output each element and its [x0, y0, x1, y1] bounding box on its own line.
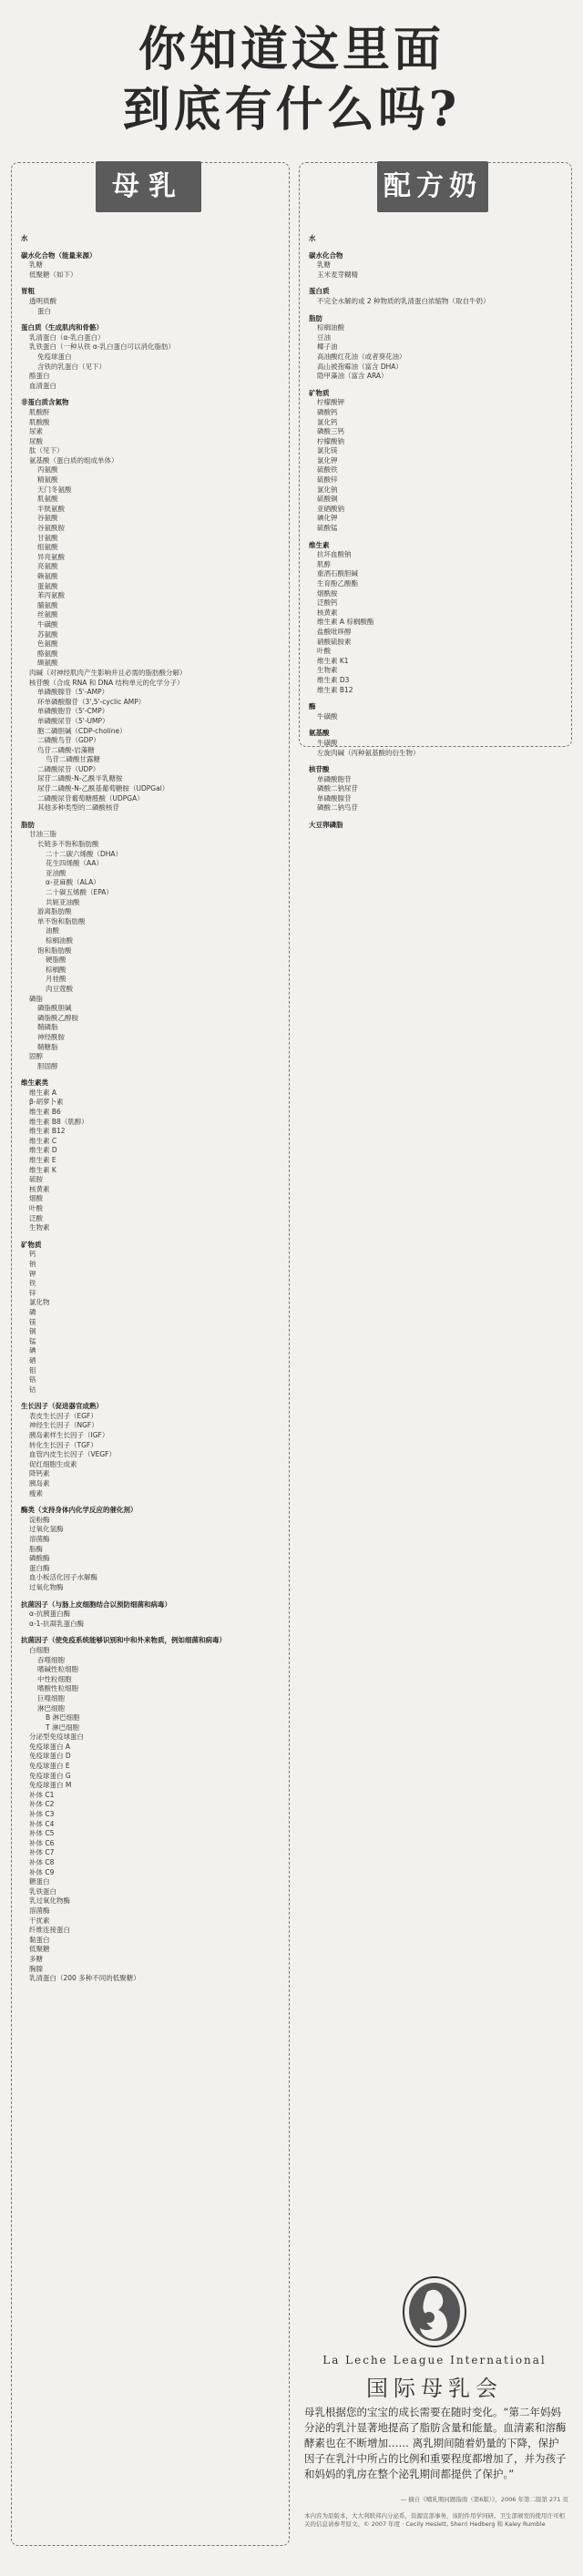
- ingredient-item: 盐酸吡哆醇: [317, 627, 352, 636]
- ingredient-item: 白细胞: [29, 1645, 50, 1654]
- ingredient-item: 硬脂酸: [46, 956, 66, 965]
- ingredient-item: 表皮生长因子（EGF）: [29, 1411, 97, 1420]
- ingredient-item: 单磷酸尿苷（5'-UMP）: [37, 716, 109, 725]
- ingredient-item: 硫酸铁: [317, 465, 338, 475]
- ingredient-item: 核黄素: [317, 608, 338, 617]
- ingredient-item: 钠: [29, 1259, 36, 1268]
- ingredient-item: 维生素 C: [29, 1136, 57, 1145]
- ingredient-item: 天门冬氨酸: [37, 485, 72, 494]
- ingredient-item: 补体 C1: [29, 1790, 55, 1799]
- ingredient-item: 单不饱和脂肪酸: [37, 916, 86, 925]
- ingredient-item: 钾: [29, 1269, 36, 1278]
- ingredient-item: 脂酶: [29, 1544, 43, 1553]
- ingredient-item: 精氨酸: [37, 475, 58, 485]
- ingredient-item: 肉碱（对神经肌肉产生影响并且必需的脂肪酸分解）: [29, 668, 187, 677]
- ingredient-item: 肌氨酸: [37, 495, 58, 504]
- ingredient-item: 氯化钾: [317, 455, 338, 465]
- ingredient-item: 重酒石酸胆碱: [317, 569, 358, 578]
- ingredient-item: 异亮氨酸: [37, 552, 65, 561]
- ingredient-item: 叶酸: [317, 647, 331, 656]
- section-heading: 酶: [309, 702, 316, 711]
- ingredient-item: 镁: [29, 1317, 36, 1326]
- ingredient-item: 干扰素: [29, 1916, 50, 1925]
- ingredient-item: 不完全水解的或 2 种物质的乳清蛋白浓缩物（取自牛奶）: [317, 296, 490, 305]
- ingredient-item: 纤维连接蛋白: [29, 1926, 70, 1935]
- ingredient-item: 淀粉酶: [29, 1515, 50, 1524]
- ingredient-item: 胰岛素: [29, 1479, 50, 1488]
- ingredient-item: 氯化钙: [317, 417, 338, 426]
- ingredient-item: 透明质酸: [29, 296, 56, 305]
- ingredient-item: 核黄素: [29, 1184, 50, 1193]
- page-title: [0, 20, 583, 140]
- ingredient-item: 生物素: [29, 1223, 50, 1232]
- ingredient-item: 分泌型免疫球蛋白: [29, 1733, 84, 1742]
- ingredient-item: 玉米麦芽糊精: [317, 270, 358, 279]
- ingredient-item: 鸟苷二磷酸甘露糖: [46, 755, 100, 764]
- ingredient-item: 补体 C6: [29, 1838, 55, 1847]
- ingredient-item: 氨基酸（蛋白质的组成单体）: [29, 455, 118, 465]
- ingredient-item: 单磷酸腺苷: [317, 793, 352, 802]
- ingredient-item: 亮氨酸: [37, 562, 58, 571]
- ingredient-item: 环单磷酸腺苷（3',5'-cyclic AMP）: [37, 697, 146, 706]
- ingredient-item: 磷: [29, 1307, 36, 1316]
- section-heading: 水: [21, 234, 28, 242]
- ingredient-item: 低聚糖（如下）: [29, 270, 77, 279]
- ingredient-item: 甘氨酸: [37, 533, 58, 542]
- ingredient-item: 尿苷二磷酸-N-乙酰半乳糖胺: [37, 774, 123, 783]
- ingredient-item: 肉豆蔻酸: [46, 984, 73, 993]
- ingredient-item: 补体 C5: [29, 1829, 55, 1838]
- ingredient-item: 溶菌酶: [29, 1535, 50, 1543]
- ingredient-item: 尿苷二磷酸-N-乙酰基葡萄糖胺（UDPGal）: [37, 784, 169, 793]
- ingredient-item: 长链多不饱和脂肪酸: [37, 840, 99, 849]
- ingredient-item: 维生素 D3: [317, 675, 350, 684]
- section-heading: 碳水化合物: [309, 250, 343, 260]
- ingredient-item: 肌酸酸: [29, 417, 50, 426]
- section-heading: 蛋白质: [309, 287, 330, 296]
- ingredient-item: 油酸: [46, 926, 59, 935]
- ingredient-item: 硝酸硫胺素: [317, 637, 352, 646]
- ingredient-item: 酪蛋白: [29, 372, 50, 381]
- title-line-1: 你知道这里面: [138, 22, 445, 77]
- ingredient-item: 氯化物: [29, 1298, 50, 1307]
- section-heading: 脂肪: [309, 313, 322, 322]
- ingredient-item: 磷酸二钠尿苷: [317, 784, 358, 793]
- ingredient-item: 尿素: [29, 427, 43, 436]
- section-heading: 抗菌因子（使免疫系统能够识别和中和外来物质，例如细菌和病毒）: [21, 1636, 226, 1645]
- section-heading: 非蛋白质含氮物: [21, 398, 69, 407]
- ingredient-item: 瘦素: [29, 1488, 43, 1498]
- ingredient-item: 柠檬酸钠: [317, 436, 344, 445]
- ingredient-item: 牛磺酸: [37, 619, 58, 629]
- org-name-english: La Leche League International: [322, 2354, 547, 2366]
- section-heading: 水: [309, 234, 316, 242]
- ingredient-item: 乳铁蛋白: [29, 1886, 56, 1896]
- ingredient-item: 磷酸钙: [317, 407, 338, 416]
- ingredient-item: 肽（见下）: [29, 446, 64, 455]
- ingredient-item: 胸腺: [29, 1964, 43, 1973]
- ingredient-item: 胰岛素样生长因子（IGF）: [29, 1431, 109, 1440]
- ingredient-item: 补体 C4: [29, 1819, 55, 1828]
- formula-ingredient-list: [309, 234, 566, 831]
- ingredient-item: 过氧化氢酶: [29, 1525, 64, 1534]
- ingredient-item: 钴: [29, 1385, 36, 1394]
- ingredient-item: 维生素 B8（肌醇）: [29, 1117, 88, 1126]
- ingredient-item: 血清蛋白: [29, 381, 56, 390]
- ingredient-item: α-1-抗凝乳蛋白酶: [29, 1619, 85, 1628]
- ingredient-item: 维生素 E: [29, 1156, 56, 1165]
- ingredient-item: 牛磺酸: [317, 738, 338, 747]
- ingredient-item: 硫胺: [29, 1175, 43, 1184]
- ingredient-item: 碘: [29, 1346, 36, 1355]
- title-line-2: 到底有什么吗?: [122, 82, 461, 138]
- section-heading: 脂肪: [21, 820, 35, 829]
- ingredient-item: 椰子油: [317, 342, 338, 352]
- section-heading: 核苷酸: [309, 765, 330, 774]
- mother-child-logo-icon: [400, 2275, 469, 2348]
- ingredient-item: T 淋巴细胞: [46, 1722, 79, 1732]
- ingredient-item: 维生素 A: [29, 1088, 57, 1097]
- ingredient-item: 磷酸酶: [29, 1554, 50, 1563]
- ingredient-item: 亚硒酸钠: [317, 504, 344, 513]
- ingredient-item: 二磷酸鸟苷（GDP）: [37, 736, 100, 745]
- ingredient-item: 血管内皮生长因子（VEGF）: [29, 1450, 116, 1459]
- section-heading: 大豆卵磷脂: [309, 821, 343, 830]
- section-heading: 矿物质: [21, 1240, 42, 1249]
- ingredient-item: 免疫球蛋白 G: [29, 1771, 71, 1780]
- ingredient-item: 补体 C3: [29, 1810, 55, 1819]
- section-heading: 蛋白质（生成肌肉和骨骼）: [21, 323, 103, 332]
- ingredient-item: 铜: [29, 1327, 36, 1336]
- ingredient-item: 锌: [29, 1288, 36, 1297]
- ingredient-item: 胞二磷胆碱（CDP-choline）: [37, 726, 127, 735]
- ingredient-item: 肌醇: [317, 559, 331, 568]
- ingredient-item: 单磷酸胞苷（5'-CMP）: [37, 707, 109, 716]
- ingredient-item: 肌酸酐: [29, 407, 50, 416]
- ingredient-item: 磷脂酰胆碱: [37, 1004, 72, 1013]
- ingredient-item: 神经生长因子（NGF）: [29, 1421, 98, 1430]
- ingredient-item: 乳过氧化物酶: [29, 1896, 70, 1906]
- ingredient-item: 蛋白: [37, 306, 51, 315]
- ingredient-item: 鞘糖脂: [37, 1042, 58, 1051]
- ingredient-item: 单磷酸胞苷: [317, 774, 352, 783]
- ingredient-item: 降钙素: [29, 1469, 50, 1478]
- ingredient-item: 补体 C7: [29, 1848, 55, 1857]
- ingredient-item: B 淋巴细胞: [46, 1713, 80, 1722]
- ingredient-item: 蛋白酶: [29, 1563, 50, 1572]
- ingredient-item: 氯化镁: [317, 446, 338, 455]
- ingredient-item: 花生四烯酸（AA）: [46, 859, 103, 868]
- ingredient-item: 高油酸红花油（或者葵花油）: [317, 352, 406, 361]
- ingredient-item: 维生素 B12: [317, 685, 353, 694]
- ingredient-item: 二十二碳六烯酸（DHA）: [46, 849, 123, 858]
- quote-text: 母乳根据您的宝宝的成长需要在随时变化。“第二年妈妈分泌的乳汁显著地提高了脂肪含量和能量。血清素和溶酶酵素也在不断增加…… 离乳期间随着奶量的下降，保护因子在乳汁中所占的比例和重要程度都增加了，并为孩子和妈妈的乳房在整个泌乳期间都提供了保护。”: [304, 2406, 567, 2480]
- ingredient-item: 低聚糖: [29, 1945, 50, 1954]
- ingredient-item: 铬: [29, 1375, 36, 1385]
- ingredient-item: 吞噬细胞: [37, 1655, 65, 1664]
- ingredient-item: 磷酸三钙: [317, 427, 344, 436]
- ingredient-item: 溶菌酶: [29, 1906, 50, 1915]
- ingredient-item: 固醇: [29, 1052, 43, 1061]
- ingredient-item: 牛磺酸: [317, 711, 338, 721]
- ingredient-item: 抗坏血酸钠: [317, 550, 352, 559]
- source-note: 本内容为原版本，大大利联邦内分泌系，资源宣部事务，该附件用学同研。卫生部颁发的使用许可相关的信息请参考原文。© 2007 年度 · Cecily Heslett, Sherri Hedberg 和 Kaley Rumble: [304, 2512, 565, 2528]
- ingredient-item: 泛酸钙: [317, 598, 338, 608]
- breast-milk-panel: [11, 162, 290, 2546]
- ingredient-item: 胆固醇: [37, 1061, 58, 1070]
- org-logo-block: [299, 2275, 570, 2412]
- ingredient-item: 半胱氨酸: [37, 504, 65, 513]
- ingredient-item: 组氨酸: [37, 543, 58, 552]
- ingredient-item: 嗜酸性粒细胞: [37, 1684, 78, 1693]
- ingredient-item: 硫酸锰: [317, 524, 338, 533]
- ingredient-item: 神经酰胺: [37, 1032, 65, 1041]
- ingredient-item: 淋巴细胞: [37, 1703, 65, 1712]
- ingredient-item: 亚油酸: [46, 868, 66, 877]
- ingredient-item: 补体 C8: [29, 1858, 55, 1866]
- ingredient-item: 烟酸: [29, 1194, 43, 1203]
- section-heading: 胃粗: [21, 287, 35, 296]
- ingredient-item: 免疫球蛋白 M: [29, 1781, 72, 1790]
- ingredient-item: 苯丙氨酸: [37, 591, 65, 600]
- ingredient-item: 缬氨酸: [37, 659, 58, 668]
- ingredient-item: 中性粒细胞: [37, 1674, 72, 1683]
- ingredient-item: β-胡萝卜素: [29, 1098, 64, 1107]
- ingredient-item: 乳清蛋白（α-乳白蛋白）: [29, 332, 105, 342]
- ingredient-item: 脯氨酸: [37, 600, 58, 609]
- ingredient-item: 钙: [29, 1250, 36, 1259]
- ingredient-item: 钼: [29, 1365, 36, 1375]
- ingredient-item: 免疫球蛋白 A: [29, 1742, 71, 1751]
- ingredient-item: 氯化钠: [317, 485, 338, 494]
- ingredient-item: α-亚麻酸（ALA）: [46, 878, 100, 887]
- ingredient-item: 月桂酸: [46, 975, 66, 984]
- ingredient-item: 二磷酸尿苷葡萄糖醛酸（UDPGA）: [37, 793, 144, 802]
- ingredient-item: 免疫球蛋白 D: [29, 1752, 71, 1761]
- ingredient-item: 含铁的乳蛋白（见下）: [37, 362, 106, 371]
- ingredient-item: 柠檬酸钾: [317, 398, 344, 407]
- ingredient-item: 补体 C9: [29, 1867, 55, 1876]
- ingredient-item: 磷脂: [29, 994, 43, 1003]
- breast-milk-banner: 母乳: [96, 161, 201, 212]
- ingredient-item: 酪氨酸: [37, 649, 58, 658]
- section-heading: 生长因子（促进器官成熟）: [21, 1402, 103, 1411]
- ingredient-item: 补体 C2: [29, 1800, 55, 1809]
- ingredient-item: 血小板活化因子水解酶: [29, 1573, 97, 1582]
- ingredient-item: 棕榈酸: [46, 965, 66, 974]
- ingredient-item: 硫酸铜: [317, 495, 338, 504]
- ingredient-item: 其他多种类型的二磷酸核苷: [37, 803, 119, 813]
- ingredient-item: 棕榈油酸: [317, 323, 344, 332]
- ingredient-item: 鸟苷二磷酸-岩藻糖: [37, 745, 95, 754]
- ingredient-item: 糖蛋白: [29, 1877, 50, 1886]
- ingredient-item: 二十碳五烯酸（EPA）: [46, 888, 113, 896]
- ingredient-item: 乳糖: [29, 261, 43, 270]
- ingredient-item: 棕榈油酸: [46, 935, 73, 945]
- formula-panel: [299, 162, 572, 830]
- ingredient-item: 丙氨酸: [37, 465, 58, 475]
- ingredient-item: 多糖: [29, 1954, 43, 1963]
- ingredient-item: 鞘磷脂: [37, 1023, 58, 1032]
- ingredient-item: 泛酸: [29, 1213, 43, 1222]
- ingredient-item: 维生素 K: [29, 1165, 56, 1174]
- section-heading: 碳水化合物（能量来源）: [21, 250, 97, 260]
- ingredient-item: 免疫球蛋白 E: [29, 1762, 70, 1771]
- ingredient-item: 促红细胞生成素: [29, 1459, 77, 1468]
- ingredient-item: 谷氨酸: [37, 514, 58, 523]
- ingredient-item: 游离脂肪酸: [37, 907, 72, 916]
- ingredient-item: 甘油三脂: [29, 830, 56, 839]
- ingredient-item: 豆油: [317, 332, 331, 342]
- ingredient-item: 转化生长因子（TGF）: [29, 1440, 97, 1449]
- ingredient-item: 硫酸锌: [317, 475, 338, 485]
- ingredient-item: 碘化钾: [317, 514, 338, 523]
- ingredient-item: 过氧化物酶: [29, 1582, 64, 1591]
- ingredient-item: 饱和脂肪酸: [37, 946, 72, 955]
- ingredient-item: 共轭亚油酸: [46, 897, 80, 906]
- section-heading: 氨基酸: [309, 729, 330, 738]
- ingredient-item: 铁: [29, 1279, 36, 1288]
- section-heading: 矿物质: [309, 388, 330, 397]
- ingredient-item: 免疫球蛋白: [37, 352, 72, 361]
- ingredient-item: 核苷酸（合成 RNA 和 DNA 结构单元的化学分子）: [29, 678, 184, 687]
- ingredient-item: α-抗胰蛋白酶: [29, 1610, 71, 1619]
- section-heading: 抗菌因子（与肠上皮细胞结合以预防细菌和病毒）: [21, 1600, 171, 1609]
- ingredient-item: 高山被孢霉油（富含 DHA）: [317, 362, 403, 371]
- ingredient-item: 左旋肉碱（丙种氨基酸的衍生物）: [317, 748, 420, 757]
- ingredient-item: 生物素: [317, 666, 338, 675]
- ingredient-item: 磷酸二钠鸟苷: [317, 803, 358, 813]
- ingredient-item: 维生素 B6: [29, 1108, 61, 1117]
- ingredient-item: 生育酚乙酸酯: [317, 579, 358, 588]
- ingredient-item: 黏蛋白: [29, 1935, 50, 1944]
- ingredient-item: 二磷酸尿苷（UDP）: [37, 764, 100, 773]
- ingredient-item: 锰: [29, 1336, 36, 1345]
- ingredient-item: 隐甲藻油（富含 ARA）: [317, 372, 388, 381]
- org-name-chinese: 国际母乳会: [366, 2376, 503, 2401]
- formula-banner: 配方奶: [377, 161, 488, 212]
- ingredient-item: 蛋氨酸: [37, 581, 58, 590]
- breast-milk-ingredient-list: [21, 234, 283, 1984]
- ingredient-item: 磷脂酰乙醇胺: [37, 1013, 78, 1022]
- ingredient-item: 乳清蛋白（200 多种不同的低聚糖）: [29, 1974, 140, 1983]
- ingredient-item: 尿酸: [29, 436, 43, 445]
- ingredient-item: 乳铁蛋白（一种从铁 α-乳白蛋白可以消化脂肪）: [29, 342, 176, 352]
- ingredient-item: 烟酰胺: [317, 588, 338, 598]
- ingredient-item: 巨噬细胞: [37, 1693, 65, 1702]
- ingredient-item: 嗜碱性粒细胞: [37, 1665, 78, 1674]
- ingredient-item: 谷氨酰胺: [37, 524, 65, 533]
- ingredient-item: 维生素 K1: [317, 656, 349, 665]
- ingredient-item: 苏氨酸: [37, 629, 58, 639]
- ingredient-item: 单磷酸腺苷（5'-AMP）: [37, 688, 109, 697]
- ingredient-item: 维生素 D: [29, 1146, 57, 1155]
- quote-citation: — 摘自《哺乳期问题指南（第6版）》，2006 年第二版第 271 页: [400, 2496, 568, 2503]
- ingredient-item: 丝氨酸: [37, 610, 58, 619]
- ingredient-item: 赖氨酸: [37, 572, 58, 580]
- ingredient-item: 叶酸: [29, 1204, 43, 1212]
- ingredient-item: 色氨酸: [37, 639, 58, 649]
- section-heading: 维生素: [309, 540, 330, 549]
- ingredient-item: 硒: [29, 1355, 36, 1365]
- section-heading: 酶类（支持身体内化学反应的催化剂）: [21, 1506, 138, 1515]
- ingredient-item: 维生素 B12: [29, 1127, 66, 1136]
- section-heading: 维生素类: [21, 1078, 48, 1088]
- ingredient-item: 维生素 A 棕榈酸酯: [317, 618, 374, 627]
- ingredient-item: 乳糖: [317, 261, 331, 270]
